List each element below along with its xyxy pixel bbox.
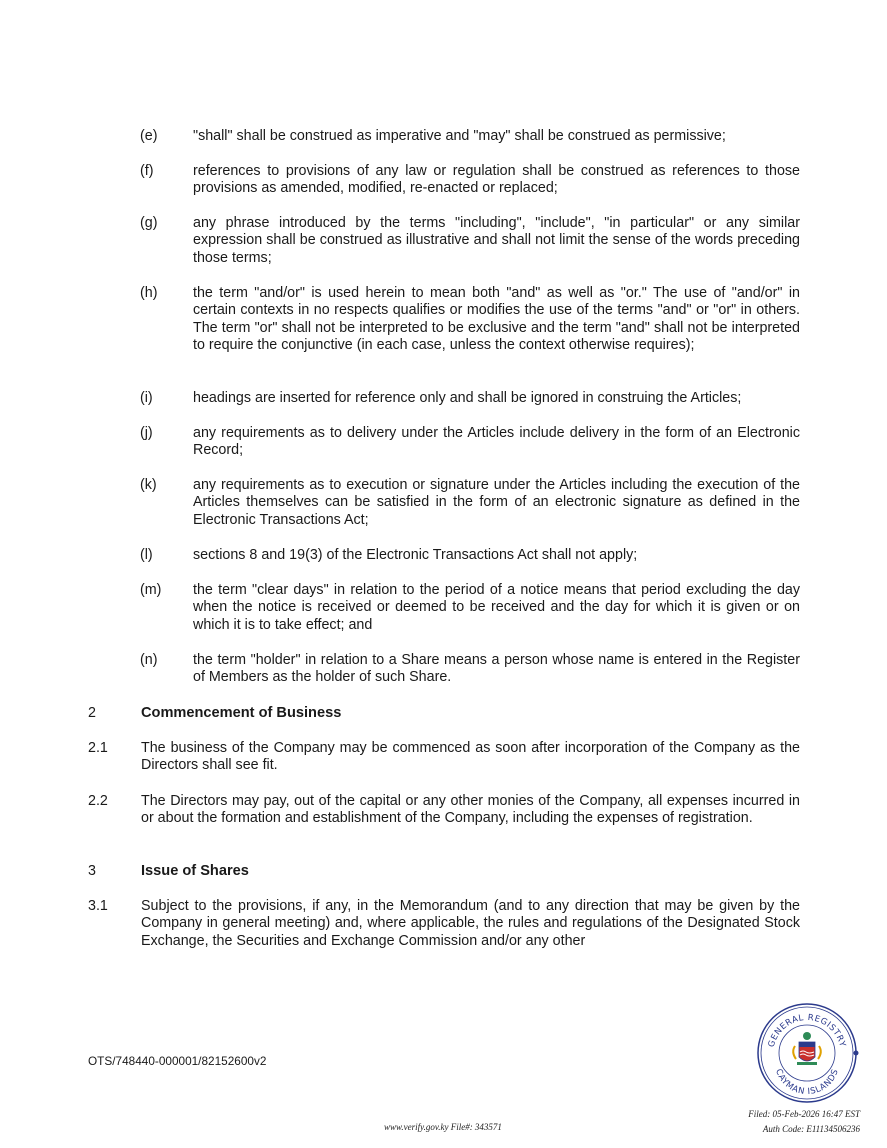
definition-text: the term "and/or" is used herein to mean both "and" as well as "or." The use of "and/or" in certain contexts in no respects qualifies or modifies the use of the terms "and" or "or" in others. The term "or" shall not be interpreted to be exclusive and the term "and" shall not be interpreted to require the conjunctive (in each case, unless the context otherwise requires); bbox=[193, 285, 800, 354]
definition-text: sections 8 and 19(3) of the Electronic Transactions Act shall not apply; bbox=[193, 547, 638, 563]
definition-item-l bbox=[140, 547, 800, 564]
clause-text: The business of the Company may be commenced as soon after incorporation of the Company as the Directors shall see fit. bbox=[141, 740, 800, 774]
section-title: Commencement of Business bbox=[141, 705, 342, 721]
definition-label: (l) bbox=[140, 547, 153, 563]
definition-label: (j) bbox=[140, 425, 153, 441]
definition-label: (k) bbox=[140, 477, 157, 493]
definition-label: (h) bbox=[140, 285, 158, 301]
clause-text: Subject to the provisions, if any, in the Memorandum (and to any direction that may be given by the Company in general meeting) and, where applicable, the rules and regulations of the Designated Stock Exchange, the Securities and Exchange Commission and/or any other bbox=[141, 898, 800, 949]
clause-3-1 bbox=[88, 898, 800, 950]
section-number: 2 bbox=[88, 705, 96, 721]
definition-label: (f) bbox=[140, 163, 154, 179]
definition-text: any phrase introduced by the terms "including", "include", "in particular" or any similar expression shall be construed as illustrative and shall not limit the sense of the words preceding those terms; bbox=[193, 215, 800, 266]
verify-url: www.verify.gov.ky File#: 343571 bbox=[384, 1122, 502, 1132]
section-title: Issue of Shares bbox=[141, 863, 249, 879]
section-2-heading bbox=[88, 705, 800, 722]
clause-2-2 bbox=[88, 793, 800, 828]
definition-item-m bbox=[140, 582, 800, 634]
definition-item-n bbox=[140, 652, 800, 687]
definition-text: headings are inserted for reference only and shall be ignored in construing the Articles; bbox=[193, 390, 742, 406]
clause-number: 2.1 bbox=[88, 740, 108, 756]
definition-item-h bbox=[140, 285, 800, 355]
definition-text: any requirements as to execution or signature under the Articles including the execution of the Articles themselves can be satisfied in the form of an electronic signature as defined in the Electronic Transactions Act; bbox=[193, 477, 800, 528]
definition-text: references to provisions of any law or regulation shall be construed as references to those provisions as amended, modified, re-enacted or replaced; bbox=[193, 163, 800, 197]
section-number: 3 bbox=[88, 863, 96, 879]
seal-top-text: GENERAL REGISTRY bbox=[766, 1012, 848, 1049]
definition-label: (g) bbox=[140, 215, 158, 231]
definition-item-k bbox=[140, 477, 800, 529]
definition-label: (n) bbox=[140, 652, 158, 668]
definition-item-j bbox=[140, 425, 800, 460]
filed-date: Filed: 05-Feb-2026 16:47 EST bbox=[748, 1109, 860, 1119]
definition-label: (i) bbox=[140, 390, 153, 406]
document-reference: OTS/748440-000001/82152600v2 bbox=[88, 1054, 267, 1068]
definition-label: (m) bbox=[140, 582, 162, 598]
filing-stamp bbox=[720, 1107, 860, 1137]
definition-item-g bbox=[140, 215, 800, 267]
definition-text: the term "holder" in relation to a Share means a person whose name is entered in the Register of Members as the holder of such Share. bbox=[193, 652, 800, 686]
definition-item-i bbox=[140, 390, 800, 407]
definition-item-e bbox=[140, 128, 800, 145]
general-registry-seal-icon bbox=[755, 1002, 859, 1104]
definition-text: any requirements as to delivery under the Articles include delivery in the form of an Electronic Record; bbox=[193, 425, 800, 459]
seal-bottom-text: CAYMAN ISLANDS bbox=[773, 1067, 841, 1098]
clause-2-1 bbox=[88, 740, 800, 775]
clause-number: 3.1 bbox=[88, 898, 108, 914]
auth-code: Auth Code: E11134506236 bbox=[762, 1124, 860, 1134]
section-3-heading bbox=[88, 863, 800, 880]
definition-text: "shall" shall be construed as imperative and "may" shall be construed as permissive; bbox=[193, 128, 726, 144]
definition-label: (e) bbox=[140, 128, 158, 144]
clause-number: 2.2 bbox=[88, 793, 108, 809]
definition-text: the term "clear days" in relation to the period of a notice means that period excluding the day when the notice is received or deemed to be received and the day for which it is given or on which it is to take effect; and bbox=[193, 582, 800, 633]
definition-item-f bbox=[140, 163, 800, 198]
clause-text: The Directors may pay, out of the capital or any other monies of the Company, all expenses incurred in or about the formation and establishment of the Company, including the expenses of registration. bbox=[141, 793, 800, 827]
